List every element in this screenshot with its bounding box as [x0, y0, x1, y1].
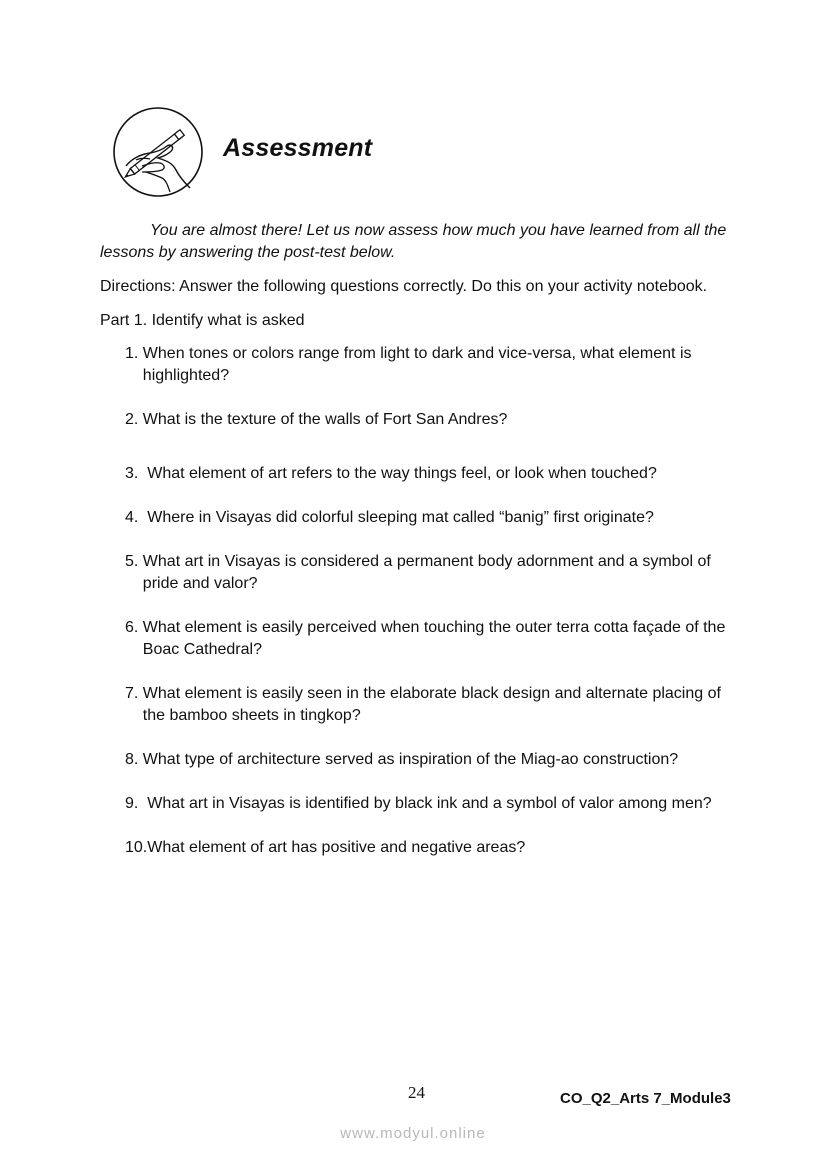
- question-item: [125, 343, 745, 387]
- question-number: 1.: [125, 345, 143, 362]
- question-item: [125, 617, 745, 661]
- question-item: [125, 409, 745, 431]
- question-text: Where in Visayas did colorful sleeping mat called “banig” first originate?: [147, 509, 654, 526]
- question-text: When tones or colors range from light to dark and vice-versa, what element is highlighted?: [142, 345, 692, 384]
- question-item: [125, 463, 745, 485]
- question-text: What element is easily seen in the elaborate black design and alternate placing of the bamboo sheets in tingkop?: [142, 685, 721, 724]
- question-item: [125, 837, 745, 859]
- question-number: 7.: [125, 685, 143, 702]
- question-number: 3.: [125, 465, 148, 482]
- question-item: [125, 551, 745, 595]
- question-item: [125, 507, 745, 529]
- directions-text: Directions: Answer the following questions correctly. Do this on your activity notebook.: [100, 278, 708, 295]
- question-number: 6.: [125, 619, 143, 636]
- question-text: What type of architecture served as inspiration of the Miag-ao construction?: [142, 751, 679, 768]
- question-number: 4.: [125, 509, 148, 526]
- watermark: www.modyul.online: [340, 1125, 486, 1142]
- writing-hand-icon: [112, 106, 204, 198]
- part-label: Part 1. Identify what is asked: [100, 312, 305, 329]
- question-number: 9.: [125, 795, 148, 812]
- question-number: 2.: [125, 411, 143, 428]
- question-item: [125, 793, 745, 815]
- page-title: Assessment: [223, 134, 373, 162]
- intro-text: You are almost there! Let us now assess how much you have learned from all the lessons by answering the post-test below.: [100, 222, 727, 261]
- question-number: 10.: [125, 839, 148, 856]
- question-text: What element of art refers to the way things feel, or look when touched?: [147, 465, 657, 482]
- question-text: What element is easily perceived when touching the outer terra cotta façade of the Boac Cathedral?: [142, 619, 726, 658]
- question-number: 8.: [125, 751, 143, 768]
- question-item: [125, 749, 745, 771]
- question-number: 5.: [125, 553, 143, 570]
- module-code: CO_Q2_Arts 7_Module3: [560, 1090, 731, 1107]
- question-text: What element of art has positive and negative areas?: [147, 839, 526, 856]
- question-text: What art in Visayas is identified by black ink and a symbol of valor among men?: [147, 795, 712, 812]
- question-text: What art in Visayas is considered a permanent body adornment and a symbol of pride and valor?: [142, 553, 711, 592]
- question-item: [125, 683, 745, 727]
- question-text: What is the texture of the walls of Fort San Andres?: [142, 411, 508, 428]
- page-number: 24: [408, 1083, 425, 1102]
